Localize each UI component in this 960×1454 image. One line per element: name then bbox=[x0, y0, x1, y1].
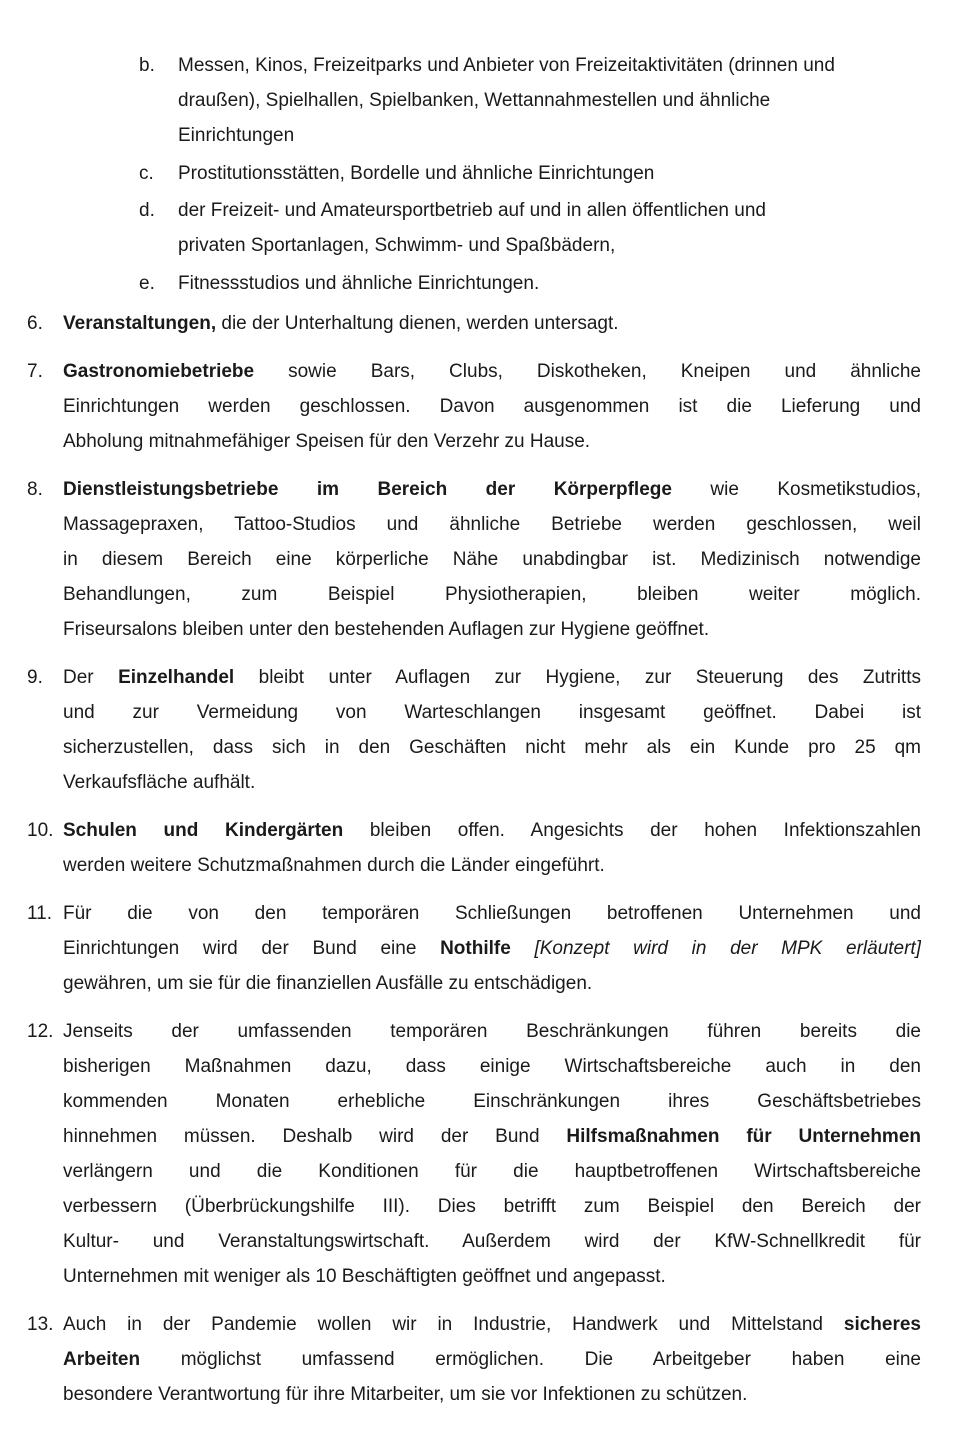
text-line bbox=[63, 577, 921, 612]
item-content bbox=[178, 193, 920, 263]
text-segment: Einzelhandel bbox=[118, 666, 235, 688]
text-segment: die der Unterhaltung dienen, werden untersagt. bbox=[216, 312, 619, 334]
text-line bbox=[178, 156, 920, 191]
text-line bbox=[63, 1342, 921, 1377]
text-line bbox=[63, 1189, 921, 1224]
text-segment: und zur Vermeidung von Warteschlangen insgesamt geöffnet. Dabei ist bbox=[63, 701, 921, 723]
text-segment: Unternehmen mit weniger als 10 Beschäftigten geöffnet und angepasst. bbox=[63, 1265, 666, 1287]
item-marker: d. bbox=[139, 200, 155, 221]
text-segment: bleiben offen. Angesichts der hohen Infektionszahlen bbox=[343, 819, 921, 841]
text-segment: Fitnessstudios und ähnliche Einrichtungen. bbox=[178, 272, 540, 294]
item-content bbox=[178, 156, 920, 191]
text-segment: verbessern (Überbrückungshilfe III). Dies betrifft zum Beispiel den Bereich der bbox=[63, 1195, 921, 1217]
item-content bbox=[63, 813, 921, 883]
text-segment: Dienstleistungsbetriebe im Bereich der Körperpflege bbox=[63, 478, 672, 500]
item-marker: e. bbox=[139, 272, 155, 294]
item-marker: 13. bbox=[27, 1313, 54, 1335]
text-segment: Für die von den temporären Schließungen betroffenen Unternehmen und bbox=[63, 902, 921, 924]
item-content bbox=[63, 896, 921, 1001]
text-line bbox=[63, 507, 921, 542]
item-content bbox=[63, 1014, 921, 1294]
text-line bbox=[63, 389, 921, 424]
text-line bbox=[63, 612, 921, 647]
text-segment: besondere Verantwortung für ihre Mitarbeiter, um sie vor Infektionen zu schützen. bbox=[63, 1383, 748, 1405]
text-line bbox=[63, 1377, 921, 1412]
text-segment bbox=[511, 938, 535, 959]
text-line bbox=[63, 472, 921, 507]
text-segment: Hilfsmaßnahmen für Unternehmen bbox=[566, 1125, 921, 1147]
text-segment: draußen), Spielhallen, Spielbanken, Wettannahmestellen und ähnliche bbox=[178, 90, 771, 111]
item-marker: 9. bbox=[27, 666, 43, 688]
letter-sublist bbox=[0, 48, 960, 301]
text-segment: Prostitutionsstätten, Bordelle und ähnliche Einrichtungen bbox=[178, 162, 655, 184]
list-item-9 bbox=[0, 660, 960, 800]
list-item-12 bbox=[0, 1014, 960, 1294]
text-line bbox=[63, 695, 921, 730]
list-item-8 bbox=[0, 472, 960, 647]
text-segment: sicherzustellen, dass sich in den Geschäften nicht mehr als ein Kunde pro 25 qm bbox=[63, 736, 921, 758]
text-segment: gewähren, um sie für die finanziellen Ausfälle zu entschädigen. bbox=[63, 972, 593, 994]
text-segment: hinnehmen müssen. Deshalb wird der Bund bbox=[63, 1125, 567, 1147]
text-segment: bleibt unter Auflagen zur Hygiene, zur Steuerung des Zutritts bbox=[234, 666, 921, 688]
item-marker: c. bbox=[139, 162, 154, 184]
item-content bbox=[178, 266, 920, 301]
item-marker: 6. bbox=[27, 312, 43, 334]
text-line bbox=[178, 118, 920, 153]
text-segment: Abholung mitnahmefähiger Speisen für den Verzehr zu Hause. bbox=[63, 430, 591, 452]
item-marker: 8. bbox=[27, 478, 43, 500]
numbered-list bbox=[0, 306, 960, 1412]
text-segment: Nothilfe bbox=[440, 937, 511, 959]
text-segment: Verkaufsfläche aufhält. bbox=[63, 771, 256, 793]
text-line bbox=[63, 306, 921, 341]
list-item-e bbox=[0, 266, 960, 301]
text-line bbox=[63, 730, 921, 765]
text-segment: Kultur- und Veranstaltungswirtschaft. Außerdem wird der KfW-Schnellkredit für bbox=[63, 1230, 921, 1252]
item-content bbox=[63, 354, 921, 459]
item-content bbox=[178, 48, 920, 153]
text-segment: bisherigen Maßnahmen dazu, dass einige Wirtschaftsbereiche auch in den bbox=[63, 1055, 921, 1077]
list-item-11 bbox=[0, 896, 960, 1001]
item-marker: b. bbox=[139, 55, 155, 76]
text-line bbox=[63, 1014, 921, 1049]
text-segment: Auch in der Pandemie wollen wir in Industrie, Handwerk und Mittelstand bbox=[63, 1313, 844, 1335]
text-segment: Schulen und Kindergärten bbox=[63, 819, 344, 841]
text-line bbox=[63, 765, 921, 800]
text-line bbox=[63, 931, 921, 966]
text-line bbox=[178, 228, 920, 263]
text-line bbox=[63, 1049, 921, 1084]
text-line bbox=[63, 1307, 921, 1342]
text-segment: der Freizeit- und Amateursportbetrieb auf und in allen öffentlichen und bbox=[178, 200, 766, 221]
text-line bbox=[63, 1084, 921, 1119]
item-content bbox=[63, 306, 921, 341]
text-segment: wie Kosmetikstudios, bbox=[671, 478, 921, 500]
item-marker: 10. bbox=[27, 819, 54, 841]
item-marker: 7. bbox=[27, 360, 43, 382]
text-segment: verlängern und die Konditionen für die hauptbetroffenen Wirtschaftsbereiche bbox=[63, 1160, 921, 1182]
text-segment: möglichst umfassend ermöglichen. Die Arbeitgeber haben eine bbox=[140, 1348, 921, 1370]
text-line bbox=[178, 83, 920, 118]
text-line bbox=[63, 848, 921, 883]
text-line bbox=[63, 1154, 921, 1189]
text-segment: Einrichtungen bbox=[178, 125, 295, 146]
text-line bbox=[63, 1119, 921, 1154]
text-segment: Einrichtungen wird der Bund eine bbox=[63, 937, 441, 959]
text-line bbox=[63, 424, 921, 459]
text-line bbox=[63, 966, 921, 1001]
text-segment: Arbeiten bbox=[63, 1348, 141, 1370]
list-item-10 bbox=[0, 813, 960, 883]
text-segment: [Konzept wird in der MPK erläutert] bbox=[534, 937, 921, 959]
text-segment: Messen, Kinos, Freizeitparks und Anbieter von Freizeitaktivitäten (drinnen und bbox=[178, 55, 835, 76]
text-line bbox=[178, 48, 920, 83]
text-segment: sowie Bars, Clubs, Diskotheken, Kneipen und ähnliche bbox=[254, 360, 921, 382]
text-segment: Friseursalons bleiben unter den bestehenden Auflagen zur Hygiene geöffnet. bbox=[63, 618, 710, 640]
text-segment: kommenden Monaten erhebliche Einschränkungen ihres Geschäftsbetriebes bbox=[63, 1090, 921, 1112]
text-segment: Behandlungen, zum Beispiel Physiotherapien, bleiben weiter möglich. bbox=[63, 583, 921, 605]
list-item-6 bbox=[0, 306, 960, 341]
text-line bbox=[63, 813, 921, 848]
item-content bbox=[63, 1307, 921, 1412]
item-marker: 12. bbox=[27, 1020, 54, 1042]
text-segment: werden weitere Schutzmaßnahmen durch die Länder eingeführt. bbox=[63, 854, 605, 876]
text-segment: Gastronomiebetriebe bbox=[63, 360, 255, 382]
item-content bbox=[63, 472, 921, 647]
list-item-b bbox=[0, 48, 960, 153]
text-segment: sicheres bbox=[843, 1313, 921, 1335]
item-marker: 11. bbox=[27, 902, 53, 924]
text-segment: Massagepraxen, Tattoo-Studios und ähnliche Betriebe werden geschlossen, weil bbox=[63, 513, 921, 535]
text-line bbox=[178, 193, 920, 228]
list-item-13 bbox=[0, 1307, 960, 1412]
text-line bbox=[63, 354, 921, 389]
text-line bbox=[63, 660, 921, 695]
text-segment: privaten Sportanlagen, Schwimm- und Spaßbädern, bbox=[178, 235, 616, 256]
text-segment: Jenseits der umfassenden temporären Beschränkungen führen bereits die bbox=[63, 1020, 921, 1042]
text-line bbox=[63, 1224, 921, 1259]
text-line bbox=[178, 266, 920, 301]
item-content bbox=[63, 660, 921, 800]
text-line bbox=[63, 1259, 921, 1294]
list-item-c bbox=[0, 156, 960, 191]
text-segment: Einrichtungen werden geschlossen. Davon ausgenommen ist die Lieferung und bbox=[63, 395, 921, 417]
text-line bbox=[63, 542, 921, 577]
list-item-d bbox=[0, 193, 960, 263]
list-item-7 bbox=[0, 354, 960, 459]
text-segment: Veranstaltungen, bbox=[63, 312, 217, 334]
text-segment: in diesem Bereich eine körperliche Nähe unabdingbar ist. Medizinisch notwendige bbox=[63, 548, 921, 570]
text-line bbox=[63, 896, 921, 931]
text-segment: Der bbox=[63, 666, 119, 688]
